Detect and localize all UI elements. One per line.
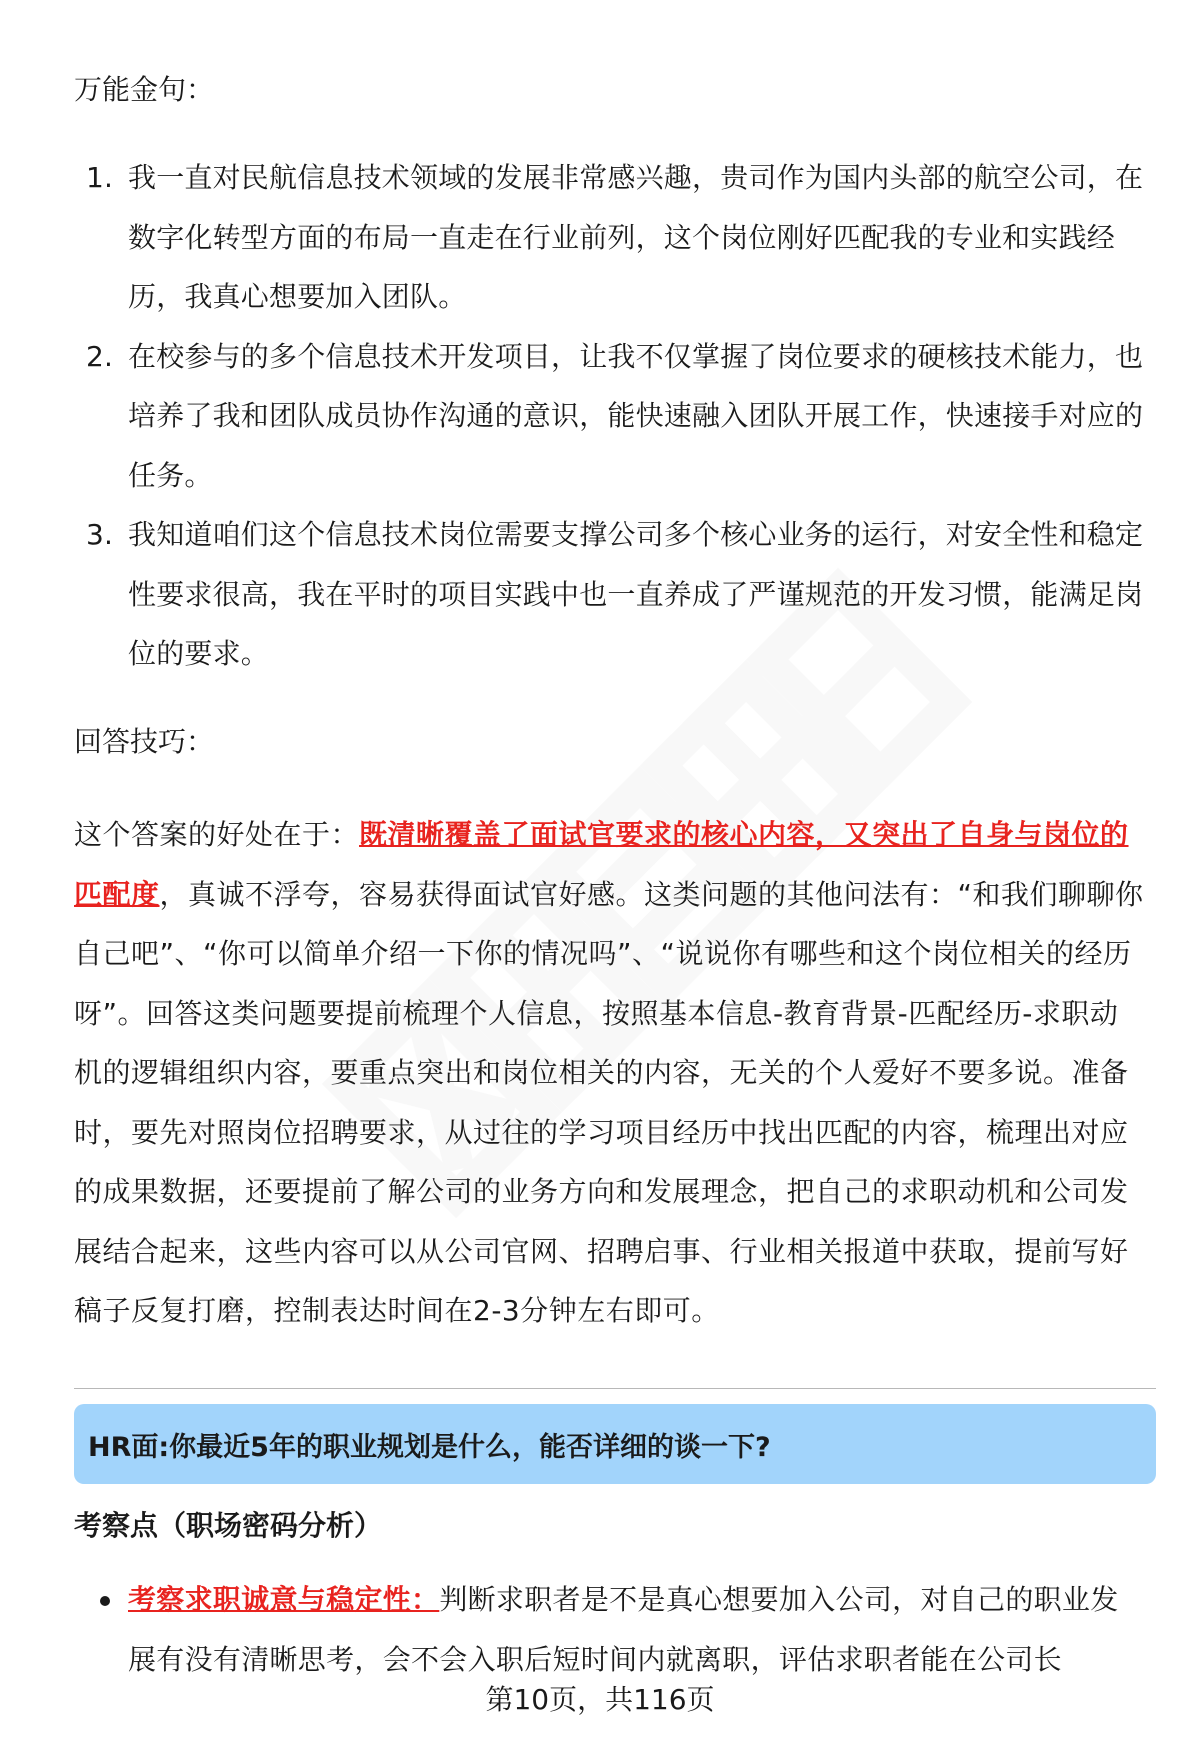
tips-body: ，真诚不浮夸，容易获得面试官好感。这类问题的其他问法有：“和我们聊聊你自己吧”、“你可以简单介绍一下你的情况吗”、“说说你有哪些和这个岗位相关的经历呀”。回答这类问题要提前梳理个人信息，按照基本信息-教育背景-匹配经历-求职动机的逻辑组织内容，要重点突出和岗位相关的内容，无关的个人爱好不要多说。准备时，要先对照岗位招聘要求，从过往的学习项目经历中找出匹配的内容，梳理出对应的成果数据，还要提前了解公司的业务方向和发展理念，把自己的求职动机和公司发展结合起来，这些内容可以从公司官网、招聘启事、行业相关报道中获取，提前写好稿子反复打磨，控制表达时间在2-3分钟左右即可。 (74, 877, 1144, 1327)
list-item-number: 2. (86, 339, 114, 373)
list-item (74, 148, 1144, 327)
list-item-text: 在校参与的多个信息技术开发项目，让我不仅掌握了岗位要求的硬核技术能力，也培养了我和团队成员协作沟通的意识，能快速融入团队开展工作，快速接手对应的任务。 (128, 339, 1144, 492)
list-item (74, 505, 1144, 684)
answer-tips-paragraph (74, 805, 1144, 1341)
tips-intro: 这个答案的好处在于： (74, 818, 360, 851)
bullet-dot-icon (100, 1596, 110, 1606)
list-item-text: 我一直对民航信息技术领域的发展非常感兴趣，贵司作为国内头部的航空公司，在数字化转型方面的布局一直走在行业前列，这个岗位刚好匹配我的专业和实践经历，我真心想要加入团队。 (128, 161, 1144, 313)
list-item-number: 1. (86, 161, 114, 194)
analysis-heading: 考察点（职场密码分析） (74, 1509, 383, 1542)
analysis-bullet-list (74, 1570, 1144, 1690)
list-item (74, 327, 1144, 506)
page-number-footer: 第10页，共116页 (0, 1680, 1200, 1720)
bullet-text: 判断求职者是不是真心想要加入公司，对自己的职业发展有没有清晰思考，会不会入职后短时间内就离职，评估求职者能在公司长 (128, 1583, 1119, 1676)
tips-highlight: 既清晰覆盖了面试官要求的核心内容，又突出了自身与岗位的匹配度 (74, 818, 1129, 911)
section-divider (74, 1388, 1156, 1389)
golden-sentences-label: 万能金句： (74, 73, 215, 106)
bullet-item (74, 1570, 1144, 1690)
list-item-number: 3. (86, 518, 114, 551)
answer-tips-label: 回答技巧： (74, 725, 215, 758)
question-banner (74, 1404, 1156, 1484)
question-text: HR面:你最近5年的职业规划是什么，能否详细的谈一下? (88, 1431, 771, 1463)
golden-sentences-list (74, 148, 1144, 684)
bullet-highlight: 考察求职诚意与稳定性： (128, 1583, 440, 1616)
list-item-text: 我知道咱们这个信息技术岗位需要支撑公司多个核心业务的运行，对安全性和稳定性要求很高，我在平时的项目实践中也一直养成了严谨规范的开发习惯，能满足岗位的要求。 (128, 518, 1144, 670)
